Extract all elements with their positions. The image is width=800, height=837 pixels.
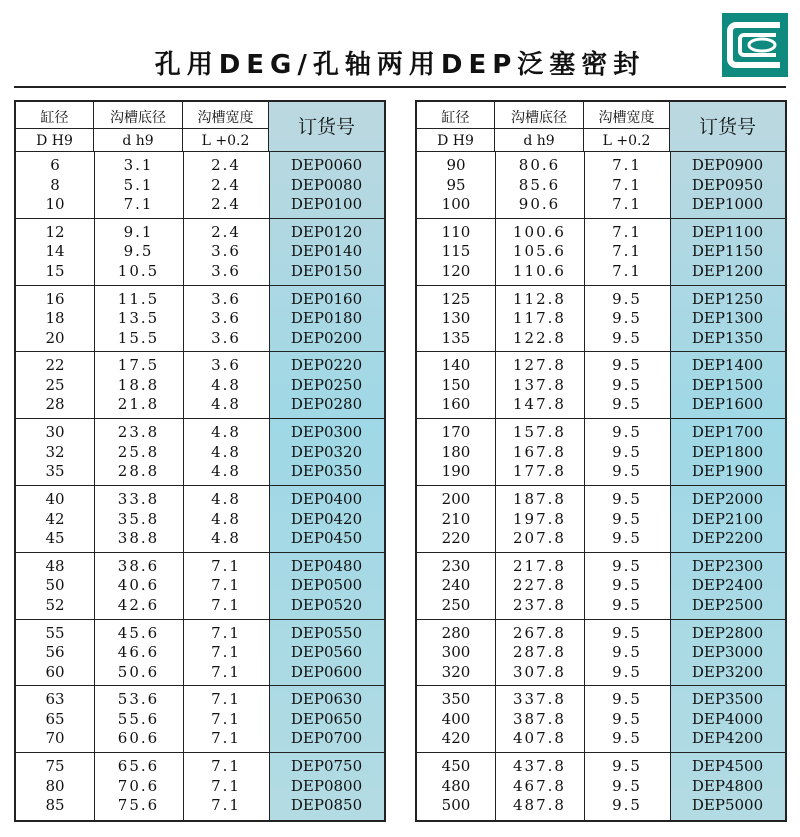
order-number: DEP0850: [290, 796, 363, 815]
groove-width-value: 7.1: [211, 709, 241, 728]
groove-width-value: 9.5: [612, 643, 642, 662]
row-group: [417, 620, 785, 687]
order-number: DEP1300: [691, 309, 764, 328]
order-number: DEP2100: [691, 509, 764, 528]
bore-value: 190: [441, 462, 471, 481]
groove-diameter-value: 122.8: [513, 328, 566, 347]
groove-width-value: 9.5: [612, 662, 642, 681]
bore-value: 130: [441, 309, 471, 328]
groove-width-value: 2.4: [211, 222, 241, 241]
groove-width-value: 9.5: [612, 757, 642, 776]
row-group: [417, 553, 785, 620]
order-number: DEP0250: [290, 375, 363, 394]
order-number: DEP0560: [290, 643, 363, 662]
groove-diameter-value: 42.6: [117, 595, 160, 614]
bore-value: 15: [45, 261, 65, 280]
groove-width-value: 4.8: [211, 490, 241, 508]
bore-value: 8: [50, 175, 60, 194]
order-number: DEP0550: [290, 623, 363, 642]
groove-diameter-value: 5.1: [123, 175, 154, 194]
groove-width-value: 9.5: [612, 709, 642, 728]
bore-value: 480: [441, 776, 471, 795]
row-group: [417, 152, 785, 219]
groove-diameter-value: 207.8: [513, 529, 566, 547]
order-number: DEP0500: [290, 576, 363, 595]
order-number: DEP1100: [691, 222, 764, 241]
right-table: [415, 100, 787, 822]
groove-diameter-value: 25.8: [117, 442, 160, 461]
groove-width-value: 9.5: [612, 395, 642, 414]
order-number: DEP0060: [290, 156, 363, 174]
bore-value: 40: [45, 490, 65, 508]
groove-width-header-label: 沟槽宽度: [598, 110, 655, 126]
order-number: DEP1500: [691, 375, 764, 394]
groove-width-value: 7.1: [211, 576, 241, 595]
groove-diameter-value: 65.6: [117, 757, 160, 776]
order-number: DEP1800: [691, 442, 764, 461]
groove-diameter-value: 23.8: [117, 423, 160, 442]
groove-width-value: 4.8: [211, 509, 241, 528]
bore-value: 115: [441, 242, 471, 261]
groove-width-value: 4.8: [211, 395, 241, 414]
bore-value: 12: [45, 222, 65, 241]
groove-width-value: 3.6: [211, 289, 241, 308]
bore-value: 56: [45, 643, 65, 662]
bore-value: 500: [441, 796, 471, 815]
order-number: DEP0140: [290, 242, 363, 261]
left-table: [14, 100, 386, 822]
order-number: DEP1250: [691, 289, 764, 308]
groove-diameter-value: 33.8: [117, 490, 160, 508]
groove-diameter-value: 137.8: [513, 375, 566, 394]
groove-diameter-value: 90.6: [518, 195, 561, 213]
groove-diameter-value: 112.8: [513, 289, 566, 308]
row-group: [16, 352, 384, 419]
groove-diameter-header-label: 沟槽底径: [511, 110, 567, 126]
bore-value: 210: [441, 509, 471, 528]
bore-value: 48: [45, 556, 65, 575]
row-group: [16, 219, 384, 286]
order-number: DEP1700: [691, 423, 764, 442]
groove-diameter-value: 10.5: [117, 261, 160, 280]
groove-width-value: 9.5: [612, 595, 642, 614]
bore-value: 55: [45, 623, 65, 642]
groove-width-value: 4.8: [211, 442, 241, 461]
groove-width-value: 2.4: [211, 175, 241, 194]
groove-diameter-header-tolerance: d h9: [523, 133, 555, 149]
bore-value: 20: [45, 328, 65, 347]
order-number: DEP0080: [290, 175, 363, 194]
bore-value: 320: [441, 662, 471, 681]
order-number: DEP5000: [691, 796, 764, 815]
groove-width-value: 7.1: [211, 556, 241, 575]
groove-width-value: 9.5: [612, 509, 642, 528]
bore-value: 32: [45, 442, 65, 461]
groove-diameter-value: 117.8: [513, 309, 566, 328]
order-number: DEP4800: [691, 776, 764, 795]
order-number: DEP0480: [290, 556, 363, 575]
order-number: DEP0100: [290, 195, 363, 213]
order-number: DEP0160: [290, 289, 363, 308]
groove-diameter-value: 197.8: [513, 509, 566, 528]
groove-diameter-value: 60.6: [117, 729, 160, 748]
groove-diameter-value: 267.8: [513, 623, 566, 642]
order-number: DEP3200: [691, 662, 764, 681]
order-number: DEP0750: [290, 757, 363, 776]
bore-value: 85: [45, 796, 65, 815]
order-number-header: 订货号: [670, 102, 785, 152]
order-number: DEP0450: [290, 529, 363, 547]
bore-value: 25: [45, 375, 65, 394]
groove-diameter-value: 35.8: [117, 509, 160, 528]
order-number: DEP2200: [691, 529, 764, 547]
groove-width-value: 9.5: [612, 289, 642, 308]
bore-value: 75: [45, 757, 65, 776]
bore-value: 100: [441, 195, 471, 213]
order-number: DEP0800: [290, 776, 363, 795]
groove-diameter-value: 100.6: [513, 222, 566, 241]
groove-diameter-value: 46.6: [117, 643, 160, 662]
row-group: [417, 419, 785, 486]
bore-header-tolerance: D H9: [36, 133, 73, 149]
groove-width-value: 3.6: [211, 309, 241, 328]
row-group: [417, 753, 785, 820]
bore-value: 30: [45, 423, 65, 442]
bore-value: 125: [441, 289, 471, 308]
groove-diameter-value: 467.8: [513, 776, 566, 795]
groove-diameter-value: 21.8: [117, 395, 160, 414]
groove-diameter-value: 70.6: [117, 776, 160, 795]
row-group: [417, 286, 785, 353]
order-number: DEP1200: [691, 261, 764, 280]
order-number: DEP0150: [290, 261, 363, 280]
groove-width-value: 4.8: [211, 462, 241, 481]
groove-diameter-value: 237.8: [513, 595, 566, 614]
order-number: DEP0300: [290, 423, 363, 442]
groove-width-value: 9.5: [612, 309, 642, 328]
order-number: DEP0420: [290, 509, 363, 528]
groove-diameter-value: 487.8: [513, 796, 566, 815]
groove-diameter-value: 17.5: [117, 356, 160, 375]
bore-value: 135: [441, 328, 471, 347]
groove-width-value: 9.5: [612, 328, 642, 347]
groove-width-value: 7.1: [211, 757, 241, 776]
bore-value: 140: [441, 356, 471, 375]
order-number: DEP4500: [691, 757, 764, 776]
bore-value: 120: [441, 261, 471, 280]
bore-value: 6: [50, 156, 60, 174]
order-number: DEP0400: [290, 490, 363, 508]
groove-width-value: 9.5: [612, 462, 642, 481]
groove-diameter-value: 9.5: [123, 242, 154, 261]
bore-value: 45: [45, 529, 65, 547]
bore-header-tolerance: D H9: [437, 133, 474, 149]
groove-diameter-value: 28.8: [117, 462, 160, 481]
groove-diameter-value: 38.6: [117, 556, 160, 575]
groove-width-value: 9.5: [612, 375, 642, 394]
groove-diameter-value: 40.6: [117, 576, 160, 595]
order-number: DEP2000: [691, 490, 764, 508]
groove-width-value: 9.5: [612, 776, 642, 795]
bore-header-label: 缸径: [441, 110, 470, 126]
order-number: DEP3000: [691, 643, 764, 662]
order-number: DEP0200: [290, 328, 363, 347]
groove-diameter-header: [94, 102, 183, 152]
order-number: DEP1600: [691, 395, 764, 414]
groove-width-value: 2.4: [211, 156, 241, 174]
groove-width-value: 7.1: [612, 261, 642, 280]
bore-header: [16, 102, 94, 152]
groove-width-header-tolerance: L +0.2: [201, 133, 250, 149]
groove-width-value: 7.1: [612, 156, 642, 174]
bore-value: 63: [45, 690, 65, 709]
groove-diameter-value: 157.8: [513, 423, 566, 442]
bore-value: 110: [441, 222, 471, 241]
bore-value: 450: [441, 757, 471, 776]
order-number: DEP0950: [691, 175, 764, 194]
order-number: DEP1400: [691, 356, 764, 375]
groove-diameter-value: 217.8: [513, 556, 566, 575]
row-group: [417, 352, 785, 419]
row-group: [16, 753, 384, 820]
bore-value: 35: [45, 462, 65, 481]
page-title: 孔用DEG/孔轴两用DEP泛塞密封: [154, 50, 646, 80]
groove-diameter-value: 13.5: [117, 309, 160, 328]
bore-header-label: 缸径: [40, 110, 69, 126]
groove-width-value: 9.5: [612, 556, 642, 575]
bore-value: 65: [45, 709, 65, 728]
groove-width-value: 9.5: [612, 690, 642, 709]
groove-diameter-value: 50.6: [117, 662, 160, 681]
order-number: DEP3500: [691, 690, 764, 709]
groove-width-header-tolerance: L +0.2: [602, 133, 651, 149]
order-number: DEP0180: [290, 309, 363, 328]
order-number-header: 订货号: [269, 102, 384, 152]
groove-width-value: 9.5: [612, 356, 642, 375]
bore-value: 95: [446, 175, 466, 194]
groove-diameter-value: 7.1: [123, 195, 154, 213]
order-number: DEP2300: [691, 556, 764, 575]
row-group: [16, 486, 384, 553]
groove-diameter-value: 53.6: [117, 690, 160, 709]
bore-value: 300: [441, 643, 471, 662]
groove-diameter-value: 437.8: [513, 757, 566, 776]
order-number: DEP0900: [691, 156, 764, 174]
groove-diameter-value: 227.8: [513, 576, 566, 595]
groove-width-value: 3.6: [211, 261, 241, 280]
groove-diameter-value: 9.1: [123, 222, 154, 241]
groove-width-value: 9.5: [612, 576, 642, 595]
order-number: DEP0320: [290, 442, 363, 461]
bore-value: 170: [441, 423, 471, 442]
bore-value: 160: [441, 395, 471, 414]
groove-width-value: 7.1: [612, 222, 642, 241]
groove-diameter-value: 11.5: [117, 289, 160, 308]
row-group: [417, 219, 785, 286]
groove-width-value: 9.5: [612, 796, 642, 815]
bore-value: 70: [45, 729, 65, 748]
bore-value: 60: [45, 662, 65, 681]
groove-diameter-value: 3.1: [123, 156, 154, 174]
bore-value: 50: [45, 576, 65, 595]
groove-width-value: 9.5: [612, 442, 642, 461]
groove-diameter-value: 167.8: [513, 442, 566, 461]
bore-value: 22: [45, 356, 65, 375]
bore-value: 240: [441, 576, 471, 595]
groove-width-header: [183, 102, 269, 152]
groove-diameter-value: 177.8: [513, 462, 566, 481]
bore-value: 80: [45, 776, 65, 795]
groove-diameter-value: 337.8: [513, 690, 566, 709]
bore-value: 250: [441, 595, 471, 614]
groove-width-value: 7.1: [211, 595, 241, 614]
groove-diameter-value: 110.6: [513, 261, 566, 280]
row-group: [16, 286, 384, 353]
bore-header: [417, 102, 495, 152]
groove-width-value: 7.1: [612, 195, 642, 213]
order-number: DEP1150: [691, 242, 764, 261]
order-number: DEP4200: [691, 729, 764, 748]
groove-width-value: 7.1: [211, 690, 241, 709]
order-number: DEP0700: [290, 729, 363, 748]
groove-width-value: 2.4: [211, 195, 241, 213]
row-group: [16, 620, 384, 687]
groove-width-value: 4.8: [211, 529, 241, 547]
order-number: DEP4000: [691, 709, 764, 728]
groove-diameter-header-tolerance: d h9: [122, 133, 154, 149]
order-number: DEP0350: [290, 462, 363, 481]
groove-width-value: 7.1: [612, 175, 642, 194]
groove-width-value: 9.5: [612, 729, 642, 748]
bore-value: 200: [441, 490, 471, 508]
bore-value: 400: [441, 709, 471, 728]
bore-value: 180: [441, 442, 471, 461]
bore-value: 14: [45, 242, 65, 261]
bore-value: 280: [441, 623, 471, 642]
order-number: DEP1000: [691, 195, 764, 213]
groove-width-value: 7.1: [211, 776, 241, 795]
groove-width-value: 4.8: [211, 423, 241, 442]
order-number: DEP0120: [290, 222, 363, 241]
bore-value: 350: [441, 690, 471, 709]
bore-value: 18: [45, 309, 65, 328]
groove-diameter-value: 55.6: [117, 709, 160, 728]
groove-width-value: 9.5: [612, 423, 642, 442]
order-number: DEP0650: [290, 709, 363, 728]
groove-diameter-value: 38.8: [117, 529, 160, 547]
bore-value: 420: [441, 729, 471, 748]
row-group: [16, 553, 384, 620]
order-number: DEP0220: [290, 356, 363, 375]
groove-diameter-value: 85.6: [518, 175, 561, 194]
groove-width-value: 9.5: [612, 623, 642, 642]
groove-width-value: 3.6: [211, 328, 241, 347]
order-number: DEP2500: [691, 595, 764, 614]
order-number: DEP0280: [290, 395, 363, 414]
bore-value: 150: [441, 375, 471, 394]
bore-value: 90: [446, 156, 466, 174]
groove-diameter-value: 45.6: [117, 623, 160, 642]
bore-value: 16: [45, 289, 65, 308]
row-group: [16, 152, 384, 219]
groove-diameter-value: 105.6: [513, 242, 566, 261]
groove-diameter-value: 18.8: [117, 375, 160, 394]
order-number: DEP0520: [290, 595, 363, 614]
groove-width-value: 7.1: [211, 643, 241, 662]
order-number: DEP2400: [691, 576, 764, 595]
groove-diameter-value: 147.8: [513, 395, 566, 414]
groove-diameter-header-label: 沟槽底径: [110, 110, 166, 126]
row-group: [417, 686, 785, 753]
bore-value: 10: [45, 195, 65, 213]
groove-diameter-value: 15.5: [117, 328, 160, 347]
order-number: DEP1900: [691, 462, 764, 481]
title-underline: [14, 86, 786, 88]
groove-diameter-value: 287.8: [513, 643, 566, 662]
row-group: [16, 419, 384, 486]
bore-value: 42: [45, 509, 65, 528]
bore-value: 52: [45, 595, 65, 614]
groove-diameter-value: 387.8: [513, 709, 566, 728]
order-number: DEP0630: [290, 690, 363, 709]
groove-width-header: [584, 102, 670, 152]
groove-width-value: 9.5: [612, 490, 642, 508]
groove-width-value: 7.1: [211, 662, 241, 681]
order-number: DEP1350: [691, 328, 764, 347]
groove-diameter-value: 75.6: [117, 796, 160, 815]
groove-width-value: 4.8: [211, 375, 241, 394]
bore-value: 28: [45, 395, 65, 414]
groove-width-value: 7.1: [211, 729, 241, 748]
order-number: DEP0600: [290, 662, 363, 681]
groove-diameter-value: 307.8: [513, 662, 566, 681]
order-number: DEP2800: [691, 623, 764, 642]
groove-diameter-value: 127.8: [513, 356, 566, 375]
groove-width-value: 9.5: [612, 529, 642, 547]
groove-width-header-label: 沟槽宽度: [197, 110, 254, 126]
groove-width-value: 7.1: [211, 623, 241, 642]
groove-width-value: 7.1: [211, 796, 241, 815]
groove-width-value: 3.6: [211, 242, 241, 261]
groove-width-value: 7.1: [612, 242, 642, 261]
row-group: [16, 686, 384, 753]
bore-value: 230: [441, 556, 471, 575]
groove-diameter-value: 80.6: [518, 156, 561, 174]
groove-diameter-value: 407.8: [513, 729, 566, 748]
groove-diameter-header: [495, 102, 584, 152]
row-group: [417, 486, 785, 553]
groove-width-value: 3.6: [211, 356, 241, 375]
bore-value: 220: [441, 529, 471, 547]
groove-diameter-value: 187.8: [513, 490, 566, 508]
